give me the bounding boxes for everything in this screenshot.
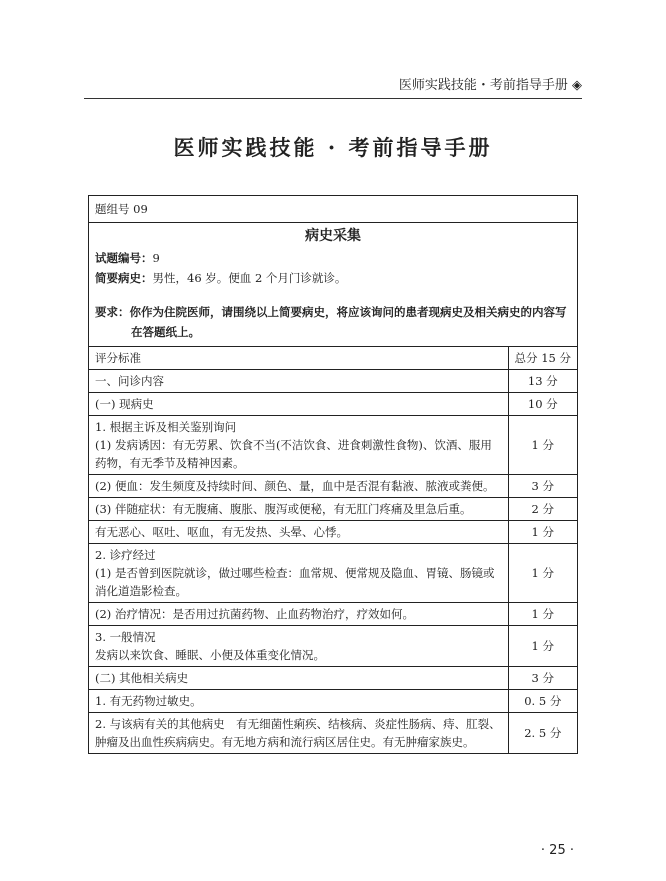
page-number: · 25 · [540,843,574,858]
score-points: 1 分 [508,544,577,603]
score-item-text: 1. 有无药物过敏史。 [89,690,508,713]
requirement: 要求：你作为住院医师，请围绕以上简要病史，将应该询问的患者现病史及相关病史的内容写在答题纸上。 [95,305,567,339]
score-item-text: (2) 便血：发生频度及持续时间、颜色、量，血中是否混有黏液、脓液或粪便。 [89,475,508,498]
brief-history: 男性，46 岁。便血 2 个月门诊就诊。 [152,271,347,285]
item-number-label: 试题编号： [95,251,153,265]
score-points: 3 分 [508,475,577,498]
score-row [89,713,577,754]
score-item-text: (3) 伴随症状：有无腹痛、腹胀、腹泻或便秘，有无肛门疼痛及里急后重。 [89,498,508,521]
running-header: 医师实践技能・考前指导手册 ◈ [398,78,582,93]
brief-history-label: 简要病史： [95,271,153,285]
score-item-text: 评分标准 [89,347,508,370]
score-item-text: 一、问诊内容 [89,370,508,393]
score-row [89,416,577,475]
score-points: 1 分 [508,603,577,626]
score-item-text: (二) 其他相关病史 [89,667,508,690]
scoring-table [89,347,577,753]
item-number: 9 [152,251,160,265]
score-row [89,370,577,393]
page-title: 医师实践技能 · 考前指导手册 [173,135,493,160]
score-item-text: (2) 治疗情况：是否用过抗菌药物、止血药物治疗，疗效如何。 [89,603,508,626]
score-item-text: 2. 与该病有关的其他病史 有无细菌性痢疾、结核病、炎症性肠病、痔、肛裂、肿瘤及出血性疾病病史。有无地方病和流行病区居住史。有无肿瘤家族史。 [95,717,501,749]
score-points: 1 分 [508,626,577,667]
score-row [89,690,577,713]
score-points: 2. 5 分 [508,713,577,754]
score-item-text: 有无恶心、呕吐、呕血，有无发热、头晕、心悸。 [89,521,508,544]
header-rule [84,98,582,99]
score-points: 1 分 [508,416,577,475]
item-number-line [95,248,571,268]
group-number: 题组号 09 [89,196,577,223]
score-points: 10 分 [508,393,577,416]
score-row [89,603,577,626]
score-item-text: 1. 根据主诉及相关鉴别询问 (1) 发病诱因：有无劳累、饮食不当(不洁饮食、进食刺激性食物)、饮酒、服用药物，有无季节及精神因素。 [89,416,508,475]
score-item-text: (一) 现病史 [89,393,508,416]
case-title: 病史采集 [305,228,361,244]
score-row [89,521,577,544]
score-row [89,347,577,370]
exam-sheet [88,195,578,754]
score-row [89,475,577,498]
score-row [89,498,577,521]
score-row [89,393,577,416]
score-row [89,544,577,603]
score-points: 1 分 [508,521,577,544]
score-row [89,626,577,667]
brief-history-line [95,268,571,288]
score-points: 13 分 [508,370,577,393]
score-points: 3 分 [508,667,577,690]
score-points: 0. 5 分 [508,690,577,713]
score-item-text: 2. 诊疗经过 (1) 是否曾到医院就诊，做过哪些检查：血常规、便常规及隐血、胃镜、肠镜或消化道造影检查。 [89,544,508,603]
score-item-text: 3. 一般情况 发病以来饮食、睡眠、小便及体重变化情况。 [89,626,508,667]
score-points: 2 分 [508,498,577,521]
case-info [89,223,577,347]
score-row [89,667,577,690]
score-points: 总分 15 分 [508,347,577,370]
